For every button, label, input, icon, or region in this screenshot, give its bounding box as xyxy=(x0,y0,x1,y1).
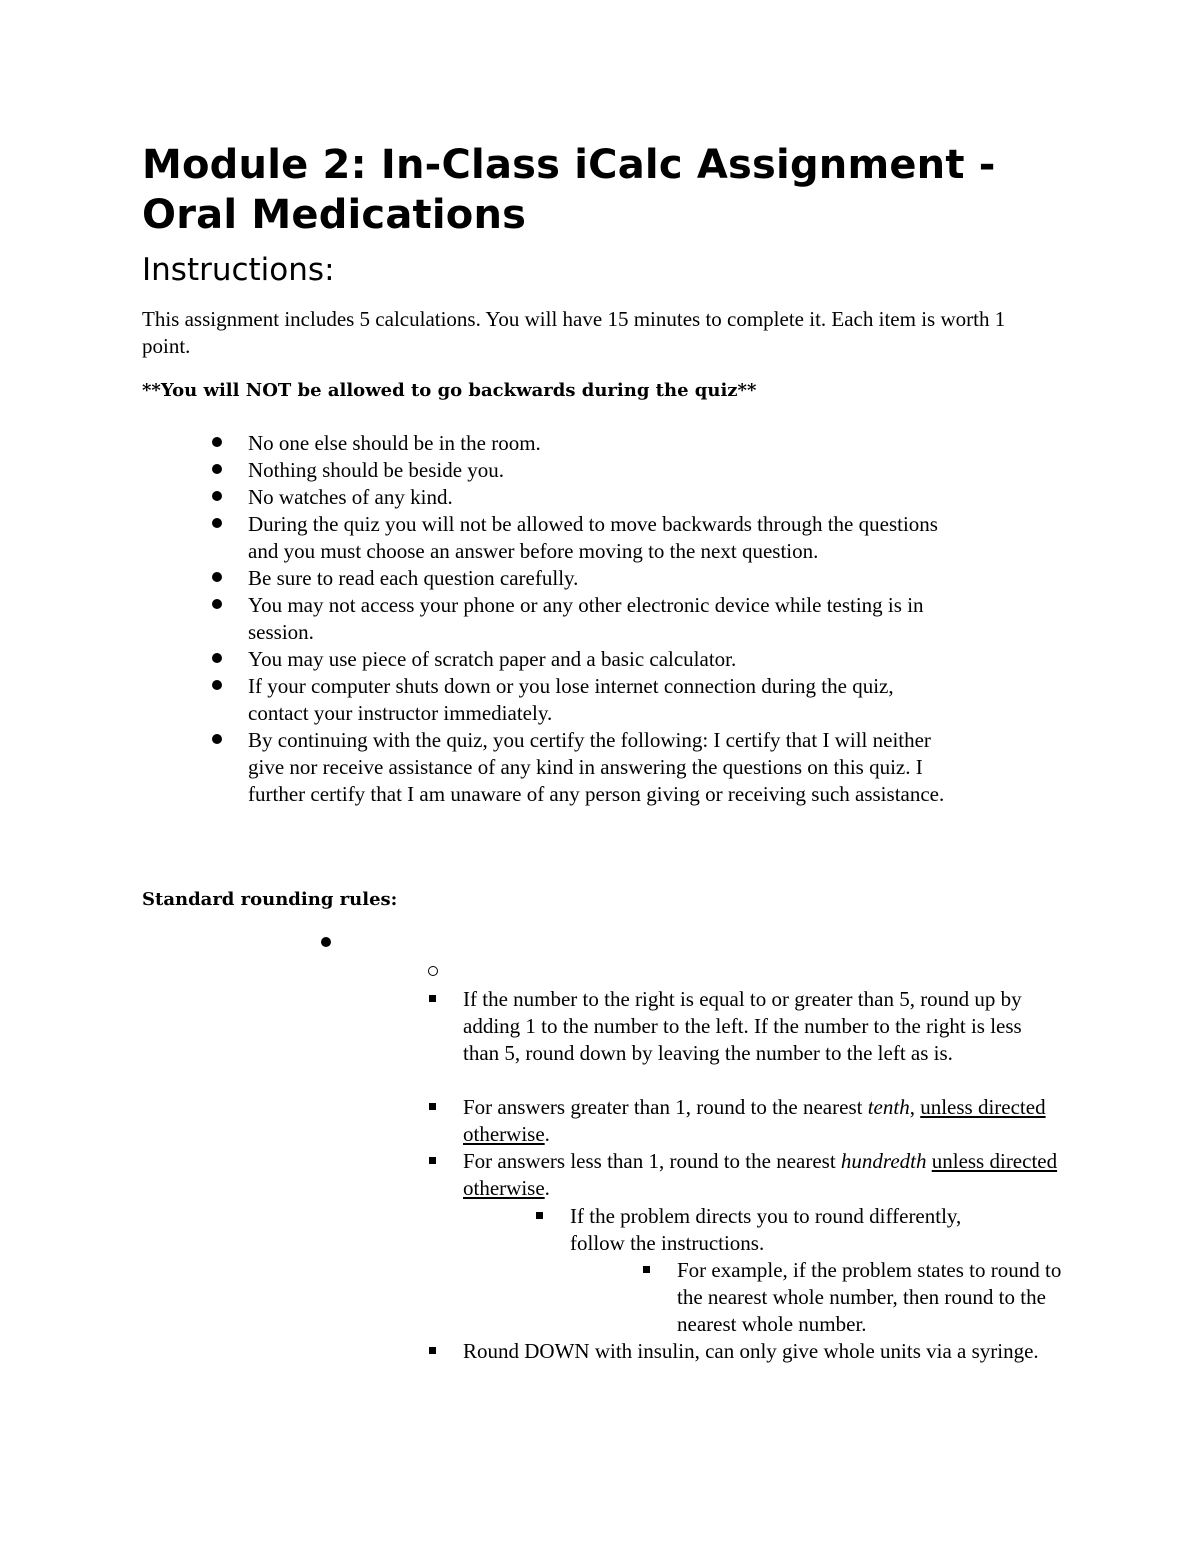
bullet-icon xyxy=(212,734,222,744)
empty-bullet-icon xyxy=(321,937,331,947)
rounding-rule-6: Round DOWN with insulin, can only give whole units via a syringe. xyxy=(463,1338,1043,1365)
bullet-icon xyxy=(212,518,222,528)
square-bullet-icon xyxy=(429,1103,436,1110)
list-item: Be sure to read each question carefully. xyxy=(142,565,948,592)
rules-list xyxy=(142,430,1072,808)
list-item: Nothing should be beside you. xyxy=(142,457,948,484)
bullet-icon xyxy=(212,653,222,663)
rounding-rule-1: If the number to the right is equal to or greater than 5, round up by adding 1 to the number to the left. If the number to the right is less than 5, round down by leaving the number to the left as is. xyxy=(463,986,1043,1067)
bullet-icon xyxy=(212,599,222,609)
list-item: During the quiz you will not be allowed to move backwards through the questions and you must choose an answer before moving to the next question. xyxy=(142,511,948,565)
square-bullet-icon xyxy=(429,995,436,1002)
bullet-icon xyxy=(212,680,222,690)
intro-paragraph: This assignment includes 5 calculations. You will have 15 minutes to complete it. Each item is worth 1 point. xyxy=(142,307,1006,358)
rounding-rule-3: For answers less than 1, round to the nearest hundredth unless directed otherwise. xyxy=(463,1148,1063,1202)
rounding-rule-5: For example, if the problem states to round to the nearest whole number, then round to the nearest whole number. xyxy=(677,1257,1067,1338)
list-item: By continuing with the quiz, you certify the following: I certify that I will neither give nor receive assistance of any kind in answering the questions on this quiz. I further certify that I am unaware of any person giving or receiving such assistance. xyxy=(142,727,948,808)
list-item: You may use piece of scratch paper and a basic calculator. xyxy=(142,646,948,673)
square-bullet-icon xyxy=(429,1157,436,1164)
empty-circle-bullet-icon xyxy=(428,966,438,976)
list-item: If your computer shuts down or you lose internet connection during the quiz, contact your instructor immediately. xyxy=(142,673,948,727)
instructions-heading: Instructions: xyxy=(142,252,335,288)
rounding-heading: Standard rounding rules: xyxy=(142,889,398,910)
list-item: You may not access your phone or any other electronic device while testing is in session. xyxy=(142,592,948,646)
bullet-icon xyxy=(212,437,222,447)
bullet-icon xyxy=(212,464,222,474)
square-bullet-icon xyxy=(429,1347,436,1354)
bullet-icon xyxy=(212,491,222,501)
page-title: Module 2: In-Class iCalc Assignment - Oral Medications xyxy=(142,142,996,238)
rounding-rule-4: If the problem directs you to round differently, follow the instructions. xyxy=(570,1203,1020,1257)
bullet-icon xyxy=(212,572,222,582)
square-bullet-icon xyxy=(643,1266,650,1273)
warning-text: **You will NOT be allowed to go backwards during the quiz** xyxy=(142,380,757,401)
square-bullet-icon xyxy=(536,1212,543,1219)
document-page xyxy=(142,140,1072,1363)
list-item: No watches of any kind. xyxy=(142,484,948,511)
rounding-rule-2: For answers greater than 1, round to the nearest tenth, unless directed otherwise. xyxy=(463,1094,1053,1148)
list-item: No one else should be in the room. xyxy=(142,430,948,457)
